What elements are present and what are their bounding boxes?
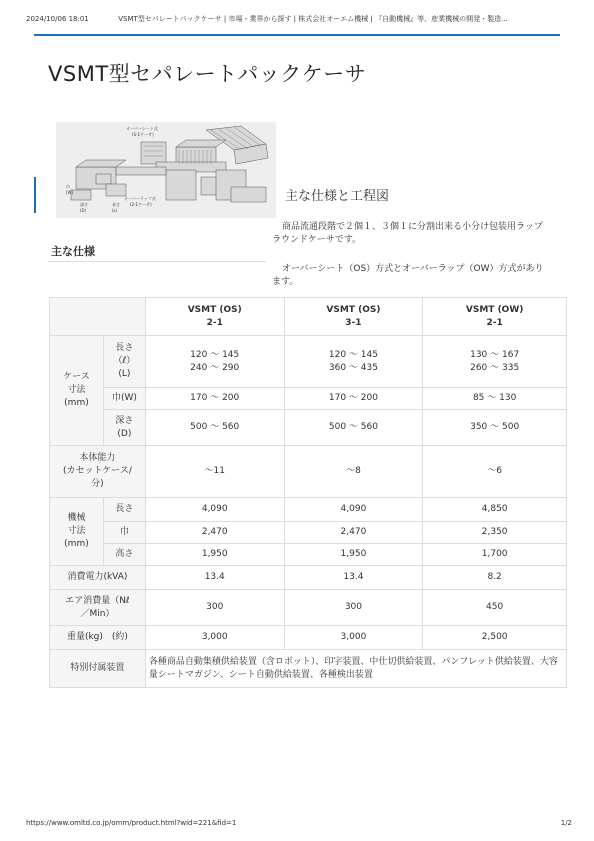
table-cell: 2,500: [423, 626, 567, 650]
table-row: [50, 446, 567, 498]
spec-heading-rule: [48, 261, 266, 262]
figure-dim-l: 長さ: [112, 202, 120, 207]
table-corner-cell: [50, 298, 146, 336]
row-label: 巾: [103, 522, 145, 544]
figure-label-os: オーバーシート式: [126, 126, 158, 131]
spec-table: [49, 297, 567, 688]
table-cell: 4,850: [423, 498, 567, 522]
table-cell: 8.2: [423, 566, 567, 590]
table-cell: 2,470: [145, 522, 284, 544]
spec-heading: 主な仕様: [51, 245, 95, 258]
table-row: [50, 336, 567, 388]
figure-dim-w: 巾: [66, 184, 70, 189]
table-row: [50, 544, 567, 566]
page-title: VSMT型セパレートパックケーサ: [48, 62, 367, 86]
table-cell: 1,950: [284, 544, 423, 566]
figure-dim-w-sub: (W): [66, 190, 74, 195]
table-cell: 13.4: [284, 566, 423, 590]
table-cell: 170 ～ 200: [284, 388, 423, 410]
section-accent-bar: [34, 177, 36, 213]
row-label: 特別付属装置: [50, 650, 146, 688]
table-cell: 500 ～ 560: [145, 410, 284, 446]
table-cell: ～6: [423, 446, 567, 498]
table-cell: 2,470: [284, 522, 423, 544]
row-label: 巾(W): [103, 388, 145, 410]
table-cell: 3,000: [145, 626, 284, 650]
table-cell: 4,090: [145, 498, 284, 522]
print-date: 2024/10/06 18:01: [26, 15, 89, 23]
section-heading: 主な仕様と工程図: [285, 189, 390, 204]
table-cell: 2,350: [423, 522, 567, 544]
figure-label-ow: オーバーラップ式: [124, 196, 156, 201]
column-header: VSMT (OS) 3-1: [284, 298, 423, 336]
table-row: [50, 650, 567, 688]
row-label: 本体能力 (カセットケース/ 分): [50, 446, 146, 498]
print-page-title: VSMT型セパレートパックケーサ | 市場・業界から探す | 株式会社オーエム機械 | 『自動機械』等、産業機械の開発・製造...: [118, 15, 508, 23]
table-cell: ～11: [145, 446, 284, 498]
table-cell: 450: [423, 590, 567, 626]
table-row: [50, 388, 567, 410]
figure-label-ow-sub: (2-1ケーサ): [130, 202, 152, 207]
table-row: [50, 410, 567, 446]
row-group-label: 機械 寸法 (mm): [50, 498, 104, 566]
table-cell: 500 ～ 560: [284, 410, 423, 446]
row-label: 高さ: [103, 544, 145, 566]
print-footer-url: https://www.omltd.co.jp/omm/product.html?wid=221&fid=1: [26, 819, 237, 827]
table-row: [50, 498, 567, 522]
table-cell: 120 ～ 145 240 ～ 290: [145, 336, 284, 388]
print-footer-page: 1/2: [560, 819, 572, 827]
row-label: 重量(kg) (約): [50, 626, 146, 650]
row-label: エア消費量（Nℓ ／Min）: [50, 590, 146, 626]
table-cell: 120 ～ 145 360 ～ 435: [284, 336, 423, 388]
table-cell: 3,000: [284, 626, 423, 650]
column-header: VSMT (OS) 2-1: [145, 298, 284, 336]
figure-dim-l-sub: (L): [112, 208, 118, 213]
machine-illustration: [56, 122, 276, 218]
description-paragraph: 商品流通段階で２個１、３個１に分割出来る小分け包装用ラップラウンドケーサです。: [272, 222, 543, 245]
print-header: [26, 14, 574, 24]
table-header-row: [50, 298, 567, 336]
table-row: [50, 566, 567, 590]
table-cell: 350 ～ 500: [423, 410, 567, 446]
row-label: 消費電力(kVA): [50, 566, 146, 590]
row-group-label: ケース 寸法 (mm): [50, 336, 104, 446]
figure-dim-d-sub: (D): [80, 208, 87, 213]
table-row: [50, 626, 567, 650]
table-cell: 1,700: [423, 544, 567, 566]
table-cell: 85 ～ 130: [423, 388, 567, 410]
table-cell: 各種商品自動集積供給装置（含ロボット）、印字装置、中仕切供給装置、パンフレット供給装置、大容量シートマガジン、シート自動供給装置、各種検出装置: [145, 650, 566, 688]
table-cell: ～8: [284, 446, 423, 498]
table-cell: 1,950: [145, 544, 284, 566]
table-cell: 4,090: [284, 498, 423, 522]
table-cell: 170 ～ 200: [145, 388, 284, 410]
process-diagram-image: [56, 122, 276, 218]
title-rule: [34, 34, 560, 36]
table-row: [50, 590, 567, 626]
table-cell: 300: [284, 590, 423, 626]
row-label: 長さ: [103, 498, 145, 522]
row-label: 深さ (D): [103, 410, 145, 446]
column-header: VSMT (OW) 2-1: [423, 298, 567, 336]
table-cell: 300: [145, 590, 284, 626]
row-label: 長さ （ℓ） (L): [103, 336, 145, 388]
table-cell: 13.4: [145, 566, 284, 590]
description-paragraph: オーバーシート（OS）方式とオーバーラップ（OW）方式があります。: [272, 264, 544, 287]
table-cell: 130 ～ 167 260 ～ 335: [423, 336, 567, 388]
table-row: [50, 522, 567, 544]
figure-dim-d: 深さ: [80, 202, 88, 207]
figure-label-os-sub: (S-1ケーサ): [132, 132, 154, 137]
